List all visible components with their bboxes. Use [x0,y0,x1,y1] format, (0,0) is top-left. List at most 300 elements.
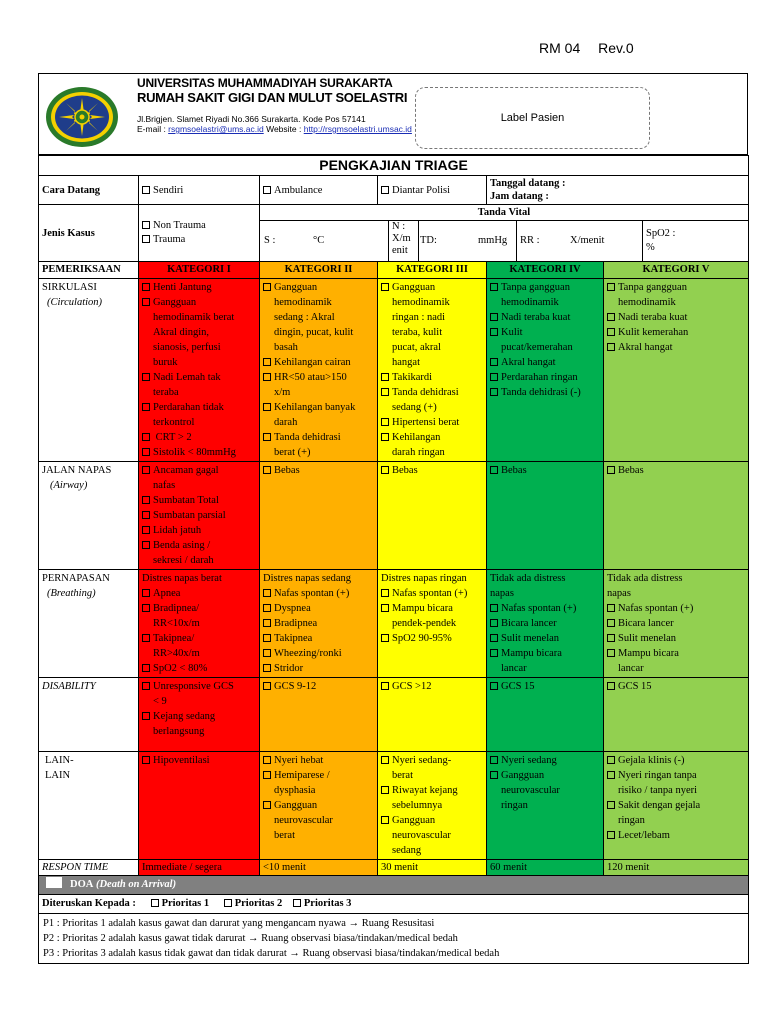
airway-kat5 [604,462,749,570]
checklist-item[interactable]: Kehilangan [381,430,483,445]
response-time-kat1: Immediate / segera [139,860,260,876]
spo2-label: SpO2 : [646,228,676,239]
checkbox-icon[interactable] [607,313,615,321]
checkbox-icon[interactable] [381,388,389,396]
checklist-item[interactable]: GCS 9-12 [263,679,374,694]
checklist-item[interactable]: Tanda dehidrasi [263,430,374,445]
checkbox-icon[interactable] [607,756,615,764]
checkbox-icon[interactable] [381,466,389,474]
checklist-item[interactable]: Lidah jatuh [142,523,256,538]
checklist-item[interactable]: SpO2 < 80% [142,661,256,676]
refer-priority-1[interactable]: Prioritas 1 [151,898,210,909]
pulse-unit-cont: enit [392,245,408,256]
checkbox-icon[interactable] [490,388,498,396]
checklist-item[interactable]: Kejang sedang [142,709,256,724]
checklist-item[interactable]: Sulit menelan [490,631,600,646]
checklist-item[interactable]: Benda asing / [142,538,256,553]
checkbox-icon[interactable] [490,373,498,381]
disability-row [39,678,749,752]
checkbox-icon[interactable] [142,403,150,411]
response-time-kat4: 60 menit [487,860,604,876]
arrival-time-label: Jam datang : [490,191,549,202]
other-row [39,752,749,860]
checklist-item[interactable]: Unresponsive GCS [142,679,256,694]
checkbox-icon[interactable] [263,634,271,642]
checklist-item[interactable]: Lecet/lebam [607,828,745,843]
respiration-unit: X/menit [570,235,605,246]
checklist-item[interactable]: Dyspnea [263,601,374,616]
checkbox-icon[interactable] [607,771,615,779]
checkbox-icon[interactable] [142,433,150,441]
vital-divider [388,221,389,261]
pulse-field[interactable] [392,221,411,257]
checklist-item[interactable]: Nafas spontan (+) [490,601,600,616]
other-kat3 [378,752,487,860]
checklist-item[interactable]: GCS >12 [381,679,483,694]
checklist-item[interactable]: Apnea [142,586,256,601]
checklist-item[interactable]: Nadi Lemah tak [142,370,256,385]
checklist-item-continued: Akral dingin, [153,327,209,338]
checklist-item[interactable]: Sumbatan Total [142,493,256,508]
checklist-item[interactable]: Bebas [490,463,600,478]
checkbox-icon[interactable] [263,649,271,657]
refer-priority-3[interactable]: Prioritas 3 [293,898,352,909]
checkbox-icon[interactable] [607,343,615,351]
checklist-item[interactable]: Sumbatan parsial [142,508,256,523]
checkbox-icon[interactable] [142,221,150,229]
checklist-item-continued: teraba, kulit [392,327,443,338]
checkbox-icon[interactable] [607,634,615,642]
checklist-item-continued: lancar [618,663,644,674]
checkbox-icon[interactable] [263,358,271,366]
checkbox-icon[interactable] [263,664,271,672]
case-option-trauma[interactable]: Trauma [142,233,256,247]
circulation-kat3 [378,279,487,462]
checklist-item[interactable]: Bebas [381,463,483,478]
airway-row [39,462,749,570]
email-link[interactable]: rsgmsoelastri@ums.ac.id [168,124,264,134]
vital-signs-fields [260,221,748,261]
checkbox-icon[interactable] [381,283,389,291]
breathing-kat3 [378,570,487,678]
response-time-kat2: <10 menit [260,860,378,876]
checkbox-icon[interactable] [607,682,615,690]
checklist-item[interactable]: Tanda dehidrasi (-) [490,385,600,400]
checkbox-icon[interactable] [490,619,498,627]
priority-note-1: P1 : Prioritas 1 adalah kasus gawat dan darurat yang mengancam nyawa → Ruang Resusitasi [43,918,435,929]
checkbox-icon[interactable] [490,634,498,642]
arrival-option-self[interactable]: Sendiri [139,176,260,205]
checklist-item[interactable]: Kulit [490,325,600,340]
checklist-item[interactable]: Bebas [607,463,745,478]
checkbox-icon[interactable] [490,649,498,657]
checkbox-icon[interactable] [263,801,271,809]
checklist-item-continued: < 9 [153,696,167,707]
breathing-kat4 [487,570,604,678]
checkbox-icon[interactable] [607,328,615,336]
breathing-row [39,570,749,678]
disability-kat2 [260,678,378,752]
checklist-item[interactable]: Kehilangan cairan [263,355,374,370]
checkbox-icon[interactable] [381,589,389,597]
checklist-item[interactable]: Perdarahan tidak [142,400,256,415]
checklist-item-continued: dingin, pucat, kulit [274,327,354,338]
checkbox-icon[interactable] [263,283,271,291]
form-title: PENGKAJIAN TRIAGE [39,156,749,176]
checkbox-icon[interactable] [142,604,150,612]
checkbox-icon[interactable] [490,604,498,612]
checklist-item[interactable]: Sakit dengan gejala [607,798,745,813]
patient-label-text: Label Pasien [500,112,565,124]
checkbox-icon[interactable] [142,526,150,534]
circulation-row [39,279,749,462]
checklist-item-continued: neurovascular [392,830,451,841]
response-time-kat3: 30 menit [378,860,487,876]
university-name: UNIVERSITAS MUHAMMADIYAH SURAKARTA [137,76,393,90]
disability-kat4 [487,678,604,752]
checkbox-icon[interactable] [151,899,159,907]
checklist-item-continued: lancar [501,663,527,674]
refer-priority-2[interactable]: Prioritas 2 [224,898,283,909]
temperature-unit: °C [313,235,325,246]
cell-text: Tidak ada distress [607,573,683,584]
checkbox-icon[interactable] [607,466,615,474]
disability-label: DISABILITY [39,678,139,752]
hospital-header [38,73,748,155]
checklist-item[interactable]: Mampu bicara [381,601,483,616]
checklist-item[interactable]: SpO2 90-95% [381,631,483,646]
checklist-item[interactable]: Gangguan [381,280,483,295]
checklist-item[interactable]: Gejala klinis (-) [607,753,745,768]
checklist-item[interactable]: Kulit kemerahan [607,325,745,340]
checklist-item-continued: pucat, akral [392,342,441,353]
checkbox-icon[interactable] [263,756,271,764]
checklist-item-continued: basah [274,342,298,353]
pulse-label: N : [392,221,406,232]
hospital-address: Jl.Brigjen. Slamet Riyadi No.366 Surakarta. Kode Pos 57141 [137,114,366,124]
checkbox-icon[interactable] [263,682,271,690]
arrival-datetime[interactable] [487,176,749,205]
checkbox-icon[interactable] [293,899,301,907]
checklist-item-continued: sekresi / darah [153,555,214,566]
checkbox-icon[interactable] [381,433,389,441]
airway-label: JALAN NAPAS (Airway) [39,462,139,570]
checklist-item-continued: pucat/kemerahan [501,342,573,353]
blood-pressure-unit: mmHg [478,235,508,246]
checklist-item[interactable]: Hipertensi berat [381,415,483,430]
other-kat4 [487,752,604,860]
arrival-label: Cara Datang [39,176,139,205]
checkbox-icon[interactable] [263,403,271,411]
revision: Rev.0 [598,40,634,56]
checkbox-icon[interactable] [381,816,389,824]
airway-kat2 [260,462,378,570]
checklist-item-continued: neurovascular [274,815,333,826]
checklist-item[interactable]: Stridor [263,661,374,676]
checkbox-icon[interactable] [263,604,271,612]
checklist-item[interactable]: Nafas spontan (+) [263,586,374,601]
checkbox-icon[interactable] [381,418,389,426]
response-time-row [39,860,749,876]
checkbox-icon[interactable] [381,634,389,642]
checkbox-icon[interactable] [490,313,498,321]
website-link[interactable]: http://rsgmsoelastri.umsac.id [303,124,412,134]
breathing-kat1 [139,570,260,678]
checklist-item[interactable]: Tanpa gangguan [607,280,745,295]
circulation-kat1 [139,279,260,462]
checkbox-icon[interactable] [142,373,150,381]
breathing-kat5 [604,570,749,678]
checkbox-icon[interactable] [381,186,389,194]
checklist-item[interactable]: Nyeri ringan tanpa [607,768,745,783]
checkbox-icon[interactable] [607,619,615,627]
checkbox-icon[interactable] [142,511,150,519]
checklist-item[interactable]: Gangguan [263,798,374,813]
checkbox-icon[interactable] [142,283,150,291]
checklist-item[interactable]: Tanda dehidrasi [381,385,483,400]
checklist-item[interactable]: Takipnea [263,631,374,646]
checkbox-icon[interactable] [381,604,389,612]
refer-label: Diteruskan Kepada : [42,898,136,909]
checklist-item-continued: hemodinamik [274,297,332,308]
case-type-label: Jenis Kasus [39,205,139,262]
checkbox-icon[interactable] [490,756,498,764]
checklist-item[interactable]: Bradipnea [263,616,374,631]
checkbox-icon[interactable] [607,801,615,809]
checklist-item[interactable]: Gangguan [490,768,600,783]
checklist-item[interactable]: Mampu bicara [490,646,600,661]
checklist-item[interactable]: Gangguan [263,280,374,295]
checklist-item[interactable]: CRT > 2 [142,430,256,445]
checklist-item[interactable]: Nafas spontan (+) [381,586,483,601]
document-reference [539,40,648,56]
checklist-item[interactable]: Tanpa gangguan [490,280,600,295]
cell-text: Tidak ada distress [490,573,566,584]
checkbox-icon[interactable] [142,634,150,642]
checkbox-icon[interactable] [142,186,150,194]
checklist-item[interactable]: Bradipnea/ [142,601,256,616]
checkbox-icon[interactable] [224,899,232,907]
cell-text: Distres napas sedang [263,573,352,584]
checkbox-icon[interactable] [142,682,150,690]
checklist-item-continued: hemodinamik [392,297,450,308]
other-kat2 [260,752,378,860]
pulse-unit: X/m [392,233,411,244]
checklist-item-continued: berat [392,770,413,781]
temperature-label[interactable]: S : [264,235,276,246]
spo2-field[interactable] [646,227,675,255]
checkbox-icon[interactable] [263,373,271,381]
checklist-item-continued: x/m [274,387,291,398]
checklist-item-continued: sebelumnya [392,800,443,811]
checklist-item-continued: hemodinamik berat [153,312,235,323]
checklist-item-continued: berlangsung [153,726,205,737]
other-label: LAIN- LAIN [39,752,139,860]
category-4-header: KATEGORI IV [487,262,604,279]
checklist-item-continued: sianosis, perfusi [153,342,221,353]
university-logo [45,86,119,148]
checkbox-icon[interactable] [263,466,271,474]
circulation-kat4 [487,279,604,462]
checkbox-icon[interactable] [142,496,150,504]
checkbox-icon[interactable] [263,619,271,627]
category-5-header: KATEGORI V [604,262,749,279]
cell-text: napas [490,588,514,599]
checklist-item-continued: sedang : Akral [274,312,335,323]
checklist-item[interactable]: Nadi teraba kuat [490,310,600,325]
checkbox-icon[interactable] [490,328,498,336]
checklist-item[interactable]: Wheezing/ronki [263,646,374,661]
checklist-item[interactable]: Kehilangan banyak [263,400,374,415]
checkbox-icon[interactable] [607,283,615,291]
checkbox-icon[interactable] [142,664,150,672]
checkbox-icon[interactable] [142,589,150,597]
checklist-item[interactable]: Sistolik < 80mmHg [142,445,256,460]
checklist-item[interactable]: Mampu bicara [607,646,745,661]
checklist-item[interactable]: GCS 15 [490,679,600,694]
checklist-item[interactable]: Ancaman gagal [142,463,256,478]
checklist-item[interactable]: Nyeri sedang [490,753,600,768]
cell-text: Distres napas ringan [381,573,467,584]
checklist-item[interactable]: HR<50 atau>150 [263,370,374,385]
checklist-item-continued: buruk [153,357,178,368]
checklist-item[interactable]: Takipnea/ [142,631,256,646]
checklist-item-continued: sedang (+) [392,402,437,413]
disability-kat5 [604,678,749,752]
hospital-name: RUMAH SAKIT GIGI DAN MULUT SOELASTRI [137,90,408,105]
arrival-option-police[interactable]: Diantar Polisi [378,176,487,205]
checkbox-icon[interactable] [263,589,271,597]
checklist-item[interactable]: Akral hangat [607,340,745,355]
checkbox-icon[interactable] [142,756,150,764]
checkbox-icon[interactable] [490,466,498,474]
checkbox-icon[interactable] [142,235,150,243]
arrival-option-ambulance[interactable]: Ambulance [260,176,378,205]
checklist-item[interactable]: Takikardi [381,370,483,385]
checkbox-icon[interactable] [607,649,615,657]
checklist-item[interactable]: Nadi teraba kuat [607,310,745,325]
doa-description: (Death on Arrival) [95,879,177,890]
doa-bar[interactable] [39,876,749,895]
doa-label: DOA [70,879,94,890]
checkbox-icon[interactable] [142,541,150,549]
checklist-item[interactable]: Nafas spontan (+) [607,601,745,616]
checklist-item-continued: RR<10x/m [153,618,200,629]
checklist-item-continued: risiko / tanpa nyeri [618,785,698,796]
doa-checkbox[interactable] [46,877,62,888]
checklist-item[interactable]: Nyeri sedang- [381,753,483,768]
case-type-options[interactable] [139,205,260,262]
checklist-item-continued: neurovascular [501,785,560,796]
checkbox-icon[interactable] [263,771,271,779]
form-code: RM 04 [539,40,581,56]
checkbox-icon[interactable] [263,433,271,441]
checkbox-icon[interactable] [607,604,615,612]
blood-pressure-label[interactable]: TD: [420,235,437,246]
checklist-item-continued: teraba [153,387,179,398]
respiration-label[interactable]: RR : [520,235,540,246]
checklist-item[interactable]: Gangguan [142,295,256,310]
arrival-date-label: Tanggal datang : [490,178,566,189]
checklist-item[interactable]: Bicara lancer [607,616,745,631]
circulation-kat5 [604,279,749,462]
checklist-item-continued: sedang [392,845,422,856]
checklist-item-continued: hangat [392,357,420,368]
checkbox-icon[interactable] [142,448,150,456]
airway-kat4 [487,462,604,570]
checklist-item-continued: ringan [618,815,645,826]
checklist-item-continued: nafas [153,480,176,491]
checklist-item[interactable]: Hipoventilasi [142,753,256,768]
checklist-item[interactable]: GCS 15 [607,679,745,694]
breathing-kat2 [260,570,378,678]
category-3-header: KATEGORI III [378,262,487,279]
checklist-item[interactable]: Bebas [263,463,374,478]
case-option-non-trauma[interactable]: Non Trauma [142,219,256,233]
checkbox-icon[interactable] [142,298,150,306]
exam-header: PEMERIKSAAN [39,262,139,279]
other-kat1 [139,752,260,860]
response-time-label: RESPON TIME [39,860,139,876]
checklist-item[interactable]: Akral hangat [490,355,600,370]
checkbox-icon[interactable] [142,466,150,474]
checklist-item[interactable]: Riwayat kejang [381,783,483,798]
checklist-item-continued: hemodinamik [618,297,676,308]
triage-table [38,155,749,964]
checklist-item[interactable]: Sulit menelan [607,631,745,646]
checkbox-icon[interactable] [607,831,615,839]
cell-text: Distres napas berat [142,573,222,584]
vital-signs[interactable] [260,221,749,262]
priority-note-3: P3 : Prioritas 3 adalah kasus tidak gawat dan tidak darurat → Ruang observasi biasa/tindakan/medical bedah [43,948,500,959]
checkbox-icon[interactable] [490,682,498,690]
checklist-item-continued: RR>40x/m [153,648,200,659]
checkbox-icon[interactable] [263,186,271,194]
other-kat5 [604,752,749,860]
checklist-item[interactable]: Nyeri hebat [263,753,374,768]
checkbox-icon[interactable] [142,712,150,720]
patient-label-box [415,87,650,149]
checklist-item-continued: darah ringan [392,447,445,458]
checklist-item[interactable]: Gangguan [381,813,483,828]
checklist-item[interactable]: Henti Jantung [142,280,256,295]
vital-divider [516,221,517,261]
cell-text: napas [607,588,631,599]
checklist-item[interactable]: Hemiparese / [263,768,374,783]
checkbox-icon[interactable] [490,358,498,366]
checkbox-icon[interactable] [490,771,498,779]
checkbox-icon[interactable] [381,756,389,764]
refer-row [39,895,749,914]
checkbox-icon[interactable] [490,283,498,291]
checklist-item-continued: dysphasia [274,785,316,796]
checklist-item[interactable]: Bicara lancer [490,616,600,631]
vital-divider [418,221,419,261]
checkbox-icon[interactable] [381,373,389,381]
checklist-item-continued: ringan [501,800,528,811]
checklist-item[interactable]: Perdarahan ringan [490,370,600,385]
checklist-item-continued: ringan : nadi [392,312,446,323]
disability-kat3 [378,678,487,752]
checklist-item-continued: pendek-pendek [392,618,457,629]
checkbox-icon[interactable] [381,786,389,794]
institution-info [137,76,412,134]
checkbox-icon[interactable] [381,682,389,690]
airway-kat1 [139,462,260,570]
category-2-header: KATEGORI II [260,262,378,279]
airway-kat3 [378,462,487,570]
breathing-label: PERNAPASAN (Breathing) [39,570,139,678]
